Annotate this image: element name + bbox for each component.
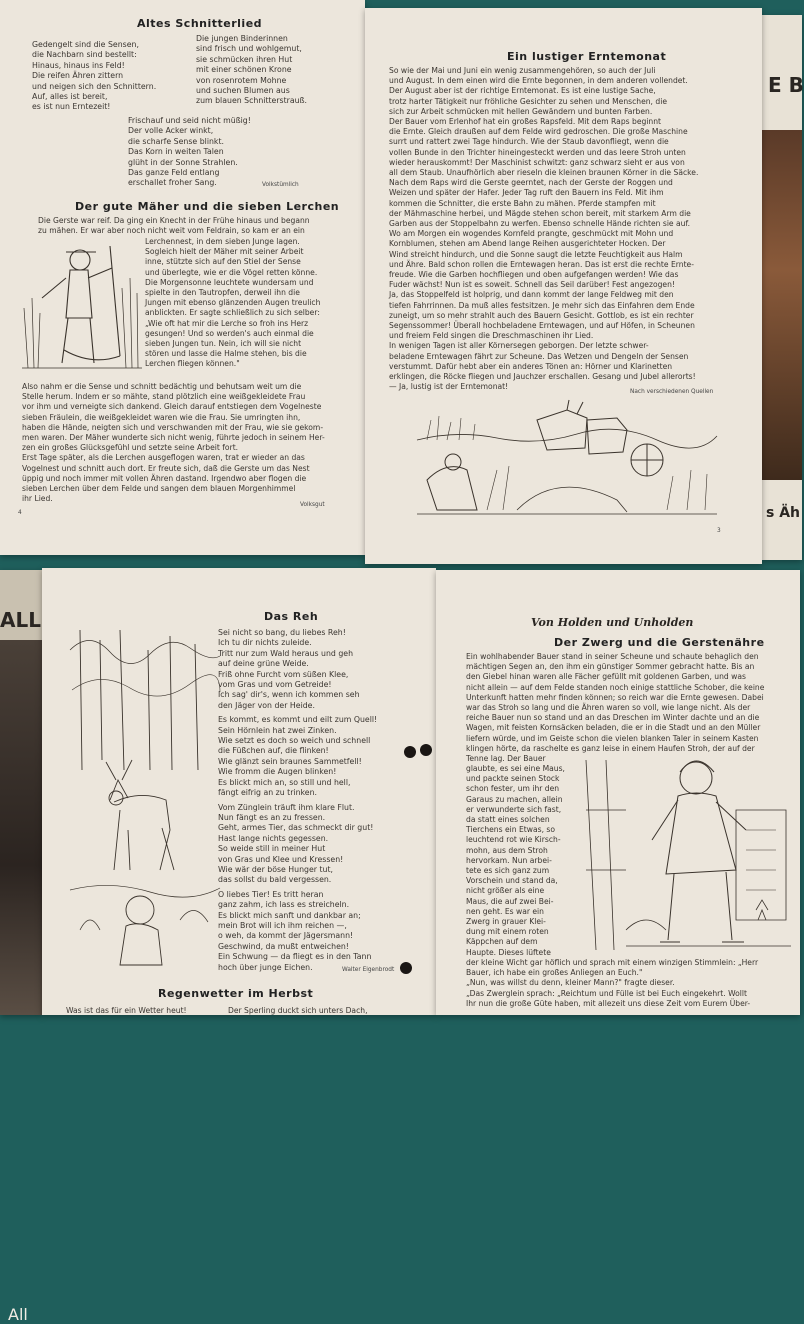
right-edge-photo — [762, 130, 802, 480]
poem-source: Walter Eigenbrodt — [342, 967, 395, 973]
left-edge-photo — [0, 640, 42, 1015]
poem-text: Sei nicht so bang, du liebes Reh! Ich tu dir nichts zuleide. Tritt nur zum Wald heraus und geh auf deine grüne Weide. Friß ohne Furcht vom süßen Klee, vom Gras und vom Getreide! Ich sag' dir's, wenn ich kommen seh den Jäger von der Heide. Es kommt, es kommt und eilt zum Quell! Sein Hörnlein hat zwei Zinken. Wie setzt es doch so weich und schnell die Füßchen auf, die flinken! Wie glänzt sein braunes Sammetfell! Wie fromm die Augen blinken! Es blickt mich an, so still und hell, fängt eifrig an zu trinken. Vom Zünglein träuft ihm klare Flut. Nun fängt es an zu fressen. Geht, armes Tier, das schmeckt dir gut! Hast lange nichts gegessen. So weide still in meiner Hut von Gras und Klee und Kressen! Wie wär der böse Hunger tut, das sollst du bald vergessen. O liebes Tier! Es tritt heran ganz zahm, ich lass es streicheln. Es blickt mich sanft und dankbar an; mein Brot will ich ihm reichen —, o weh, da kommt der Jägersmann! Geschwind, da mußt entweichen! Ein Schwung — da fliegt es in den Tann hoch über junge Eichen. — [218, 628, 378, 972]
right-edge-caption: s Äh — [766, 505, 801, 521]
story-column-text: Lerchennest, in dem sieben Junge lagen. Sogleich hielt der Mäher mit seiner Arbeit inne, stützte sich auf den Stiel der Sense und überlegte, wie er die Vögel retten könne. Die Morgensonne leuchtete wundersam und spielte in den Tautropfen, derweil ihn die Jungen mit ebenso glänzenden Augen treulich anblickten. Er sagte schließlich zu sich selber: „Wie oft hat mir die Lerche so froh ins Herz gesungen! Und so werden's auch einmal die sieben Jungen tun. Nein, ich will sie nicht stören und lasse die Halme stehen, bis die Lerchen fliegen können." — [145, 237, 321, 369]
page-top-right — [365, 8, 762, 564]
story-body: Also nahm er die Sense und schnitt bedächtig und behutsam weit um die Stelle herum. Indem er so mähte, stand plötzlich eine weißgekleidete Frau vor ihm und verneigte sich dankend. Gleich darauf entstiegen dem Vogelneste sieben Fräulein, die weißgekleidet waren wie die Frau. Sie umringten ihn, haben die Hände, neigten sich und verschwanden mit der Frau, wie sie gekom- men waren. Der Mäher wunderte sich nicht wenig, führte jedoch in seinem Her- zen ein großes Glücksgefühl und setzte seine Arbeit fort. Erst Tage später, als die Lerchen ausgeflogen waren, trat er wieder an das Vogelnest und schnitt auch dort. Er freute sich, daß die Gerste um das Nest üppig und noch immer mit vollen Ähren dastand. Irgendwo aber flogen die sieben Lerchen über dem Felde und sangen dem blauen Morgenhimmel ihr Lied. — [22, 382, 325, 504]
song-verse-left: Gedengelt sind die Sensen, die Nachbarn sind bestellt: Hinaus, hinaus ins Feld! Die reifen Ähren zittern und neigen sich den Schnittern. Auf, alles ist bereit, es ist nun Erntezeit! — [32, 40, 157, 112]
left-edge-booklet — [0, 570, 42, 1324]
binding-hole — [400, 962, 412, 974]
page-number-right: 3 — [717, 528, 721, 534]
article-title: Ein lustiger Erntemonat — [507, 50, 667, 63]
story-title: Der gute Mäher und die sieben Lerchen — [75, 200, 340, 213]
next-poem-line-left: Was ist das für ein Wetter heut! — [66, 1006, 187, 1015]
tale-title: Der Zwerg und die Gerstenähre — [554, 636, 765, 649]
left-edge-heading: ALL — [0, 608, 41, 632]
dwarf-farmer-illustration — [586, 750, 791, 950]
mower-illustration — [22, 238, 142, 373]
article-source: Nach verschiedenen Quellen — [630, 389, 714, 395]
tale-text-tail: der kleine Wicht gar höflich und sprach mit einem winzigen Stimmlein: „Herr Bauer, ich habe ein großes Anliegen an Euch." „Nun, was willst du denn, kleiner Mann?" fragte dieser. „Das Zwerglein sprach: „Reichtum und Fülle ist bei Euch eingekehrt. Wollt Ihr nun die große Güte haben, mit allezeit uns diese Zeit vom Eurem Über- — [466, 958, 759, 1008]
right-edge-heading: E B — [768, 73, 804, 97]
binding-hole — [420, 744, 432, 756]
poem-title: Das Reh — [264, 610, 319, 623]
harvest-illustration — [417, 400, 717, 518]
story-source: Volksgut — [300, 502, 325, 508]
right-edge-booklet — [762, 15, 802, 560]
page-bottom-right — [436, 570, 800, 1015]
song-verse-right: Die jungen Binderinnen sind frisch und wohlgemut, sie schmücken ihren Hut mit einer schönen Krone von rosenrotem Mohne und suchen Blumen aus zum blauen Schnitterstrauß. — [196, 34, 307, 106]
song-source: Volkstümlich — [262, 182, 299, 188]
story-intro: Die Gerste war reif. Da ging ein Knecht in der Frühe hinaus und begann zu mähen. Er war aber noch nicht weit vom Feldrain, so kam er an ein — [38, 216, 310, 236]
binding-hole — [404, 746, 416, 758]
next-poem-line-right: Der Sperling duckt sich unters Dach, — [228, 1006, 368, 1015]
page-top-left — [0, 0, 365, 555]
song-title: Altes Schnitterlied — [137, 17, 263, 30]
page-bottom-left — [42, 568, 436, 1015]
left-edge-title: All — [8, 1305, 28, 1324]
section-heading: Von Holden und Unholden — [531, 616, 694, 629]
page-number-left: 4 — [18, 510, 22, 516]
deer-forest-illustration — [70, 630, 220, 965]
next-poem-title: Regenwetter im Herbst — [158, 987, 314, 1000]
tale-text-full: Ein wohlhabender Bauer stand in seiner Scheune und schaute behaglich den mächtigen Segen an, den ihm ein günstiger Sommer gebracht hatte. Bis an den Giebel hinan waren alle Fächer gefüllt mit goldenen Garben, und was nicht allein — auf dem Felde standen noch einige stattliche Schober, die keine Unterkunft hatten mehr finden können; so reich war die Ernte gewesen. Dabei war das Stroh so lang und die Ähren waren so voll, wie lange nicht. Als der reiche Bauer nun so stand und an das Dreschen im Winter dachte und an die Wagen, mit feisten Kornsäcken beladen, die er in die Stadt und an den Müller liefern würde, und im Geiste schon die vielen blanken Taler in seinem Kasten klingen hörte, da raschelte es ganz leise in einem Haufen Stroh, der auf der Tenne lag. Der Bauer — [466, 652, 765, 764]
article-text: So wie der Mai und Juni ein wenig zusammengehören, so auch der Juli und August. In dem einen wird die Ernte begonnen, in dem anderen vollendet. Der August aber ist der richtige Erntemonat. Es ist eine lustige Sache, trotz harter Tätigkeit nur fröhliche Gesichter zu sehen und Menschen, die sich zur Arbeit schmücken mit hellen Gewändern und bunten Farben. Der Bauer vom Erlenhof hat ein großes Rapsfeld. Mit dem Raps beginnt die Ernte. Gleich draußen auf dem Felde wird gedroschen. Die große Maschine surrt und rattert zwei Tage hindurch. Wie der Staub davonfliegt, wenn die vollen Bunde in den Trichter hineingesteckt werden und das leere Stroh unten wieder herauskommt! Der Maschinist schwitzt: ganz schwarz sieht er aus von all dem Staub. Unaufhörlich aber rieseln die kleinen braunen Körner in die Säcke. Nach dem Raps wird die Gerste geerntet, nach der Gerste der Roggen und Weizen und später der Hafer. Jeder Tag ruft den Bauern ins Feld. Mit ihm kommen die Schnitter, die erste Bahn zu mähen. Pferde stampfen mit der Mähmaschine herbei, und Mägde stehen schon bereit, mit starkem Arm die Garben aus der Stoppelbahn zu werfen. Ebenso schnelle Hände richten sie auf. Wo am Morgen ein wogendes Kornfeld prangte, geschmückt mit Mohn und Kornblumen, stehen am Abend lange Reihen ausgerichteter Hocken. Der Wind streicht hindurch, und die Sonne saugt die letzte Feuchtigkeit aus Halm und Ähre. Bald schon rollen die Erntewagen heran. Das ist erst die rechte Ernte- freude. Wie die Garben hochfliegen und oben aufgefangen werden! Wie das Fuder wächst! Nun ist es soweit. Schnell das Seil darüber! Fest angezogen! Ja, das Stoppelfeld ist holprig, und dann kommt der lange Feldweg mit den tiefen Fahrrinnen. Da muß alles festsitzen. Je mehr sich das Einfahren dem Ende zuneigt, um so mehr strahlt auch des Bauern Gesicht. Gottlob, es ist ein rechter Segenssommer! Überall hochbeladene Erntewagen, und auf Höfen, in Scheunen und freiem Feld singen die Dreschmaschinen ihr Lied. In wenigen Tagen ist aller Körnersegen geborgen. Der letzte schwer- beladene Erntewagen fährt zur Scheune. Das Wetzen und Dengeln der Sensen verstummt. Dafür hebt aber ein anderes Tönen an: Hörner und Klarinetten erklingen, die Röcke fliegen und Jauchzer erschallen. Gesang und Jubel allerorts! — Ja, lustig ist der Erntemonat! — [389, 66, 699, 392]
song-verse-bottom: Frischauf und seid nicht müßig! Der volle Acker winkt, die scharfe Sense blinkt. Das Korn in weiten Talen glüht in der Sonne Strahlen. Das ganze Feld entlang erschallet froher Sang. — [128, 116, 251, 188]
tale-text-narrow: glaubte, es sei eine Maus, und packte seinen Stock schon fester, um ihr den Garaus zu machen, allein er verwunderte sich fast, da statt eines solchen Tierchens ein Etwas, so leuchtend rot wie Kirsch- mohn, aus dem Stroh hervorkam. Nun arbei- tete es sich ganz zum Vorschein und stand da, nicht größer als eine Maus, die auf zwei Bei- nen geht. Es war ein Zwerg in grauer Klei- dung mit einem roten Käppchen auf dem Haupte. Dieses lüftete — [466, 764, 565, 957]
